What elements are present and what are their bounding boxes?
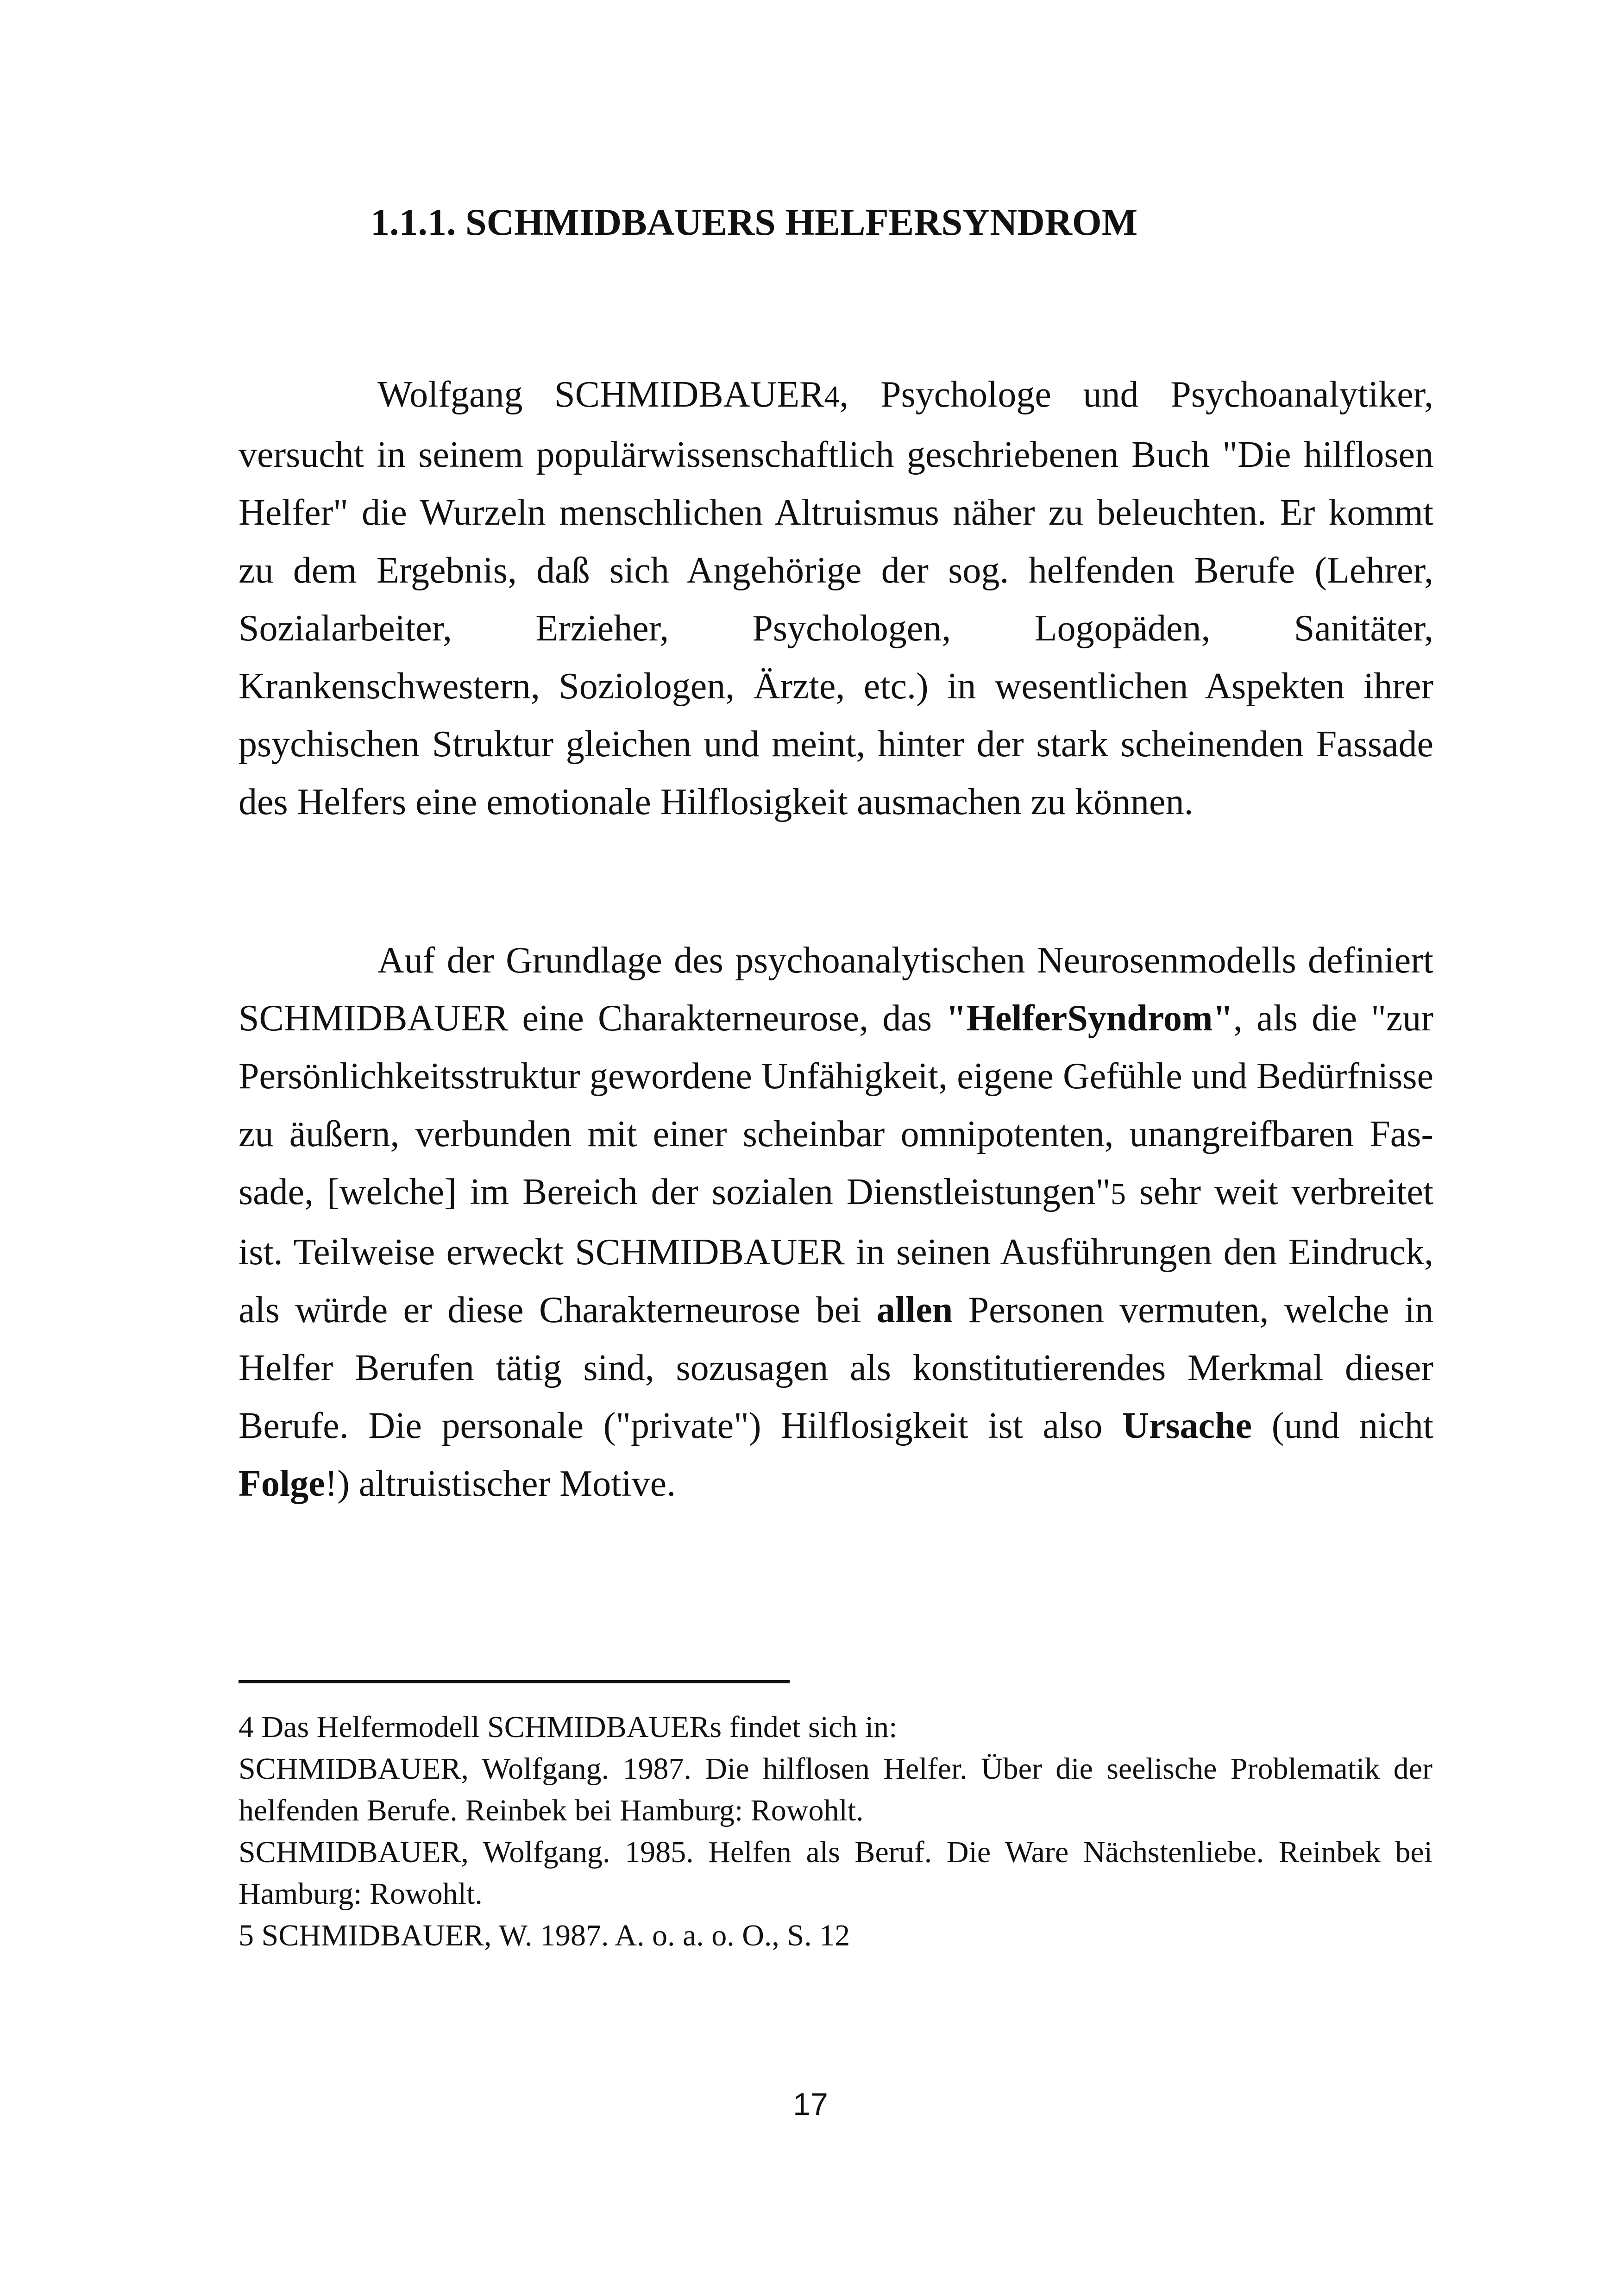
term-helfersyndrom: "HelferSyndrom" <box>946 998 1233 1039</box>
footnote-ref-4: 4 <box>824 380 840 414</box>
paragraph-2-part-3: sehr weit verbreitet ist. Teilweise erweckt SCHMIDBAUER in seinen Ausführungen den Eindruck, als würde er diese Charakterneurose bei <box>239 1172 1434 1330</box>
footnote-5: 5 SCHMIDBAUER, W. 1987. A. o. a. o. O., S. 12 <box>239 1919 850 1952</box>
footnote-4-reference-1: SCHMIDBAUER, Wolfgang. 1987. Die hilflosen Helfer. Über die seelische Problematik der helfenden Berufe. Reinbek bei Hamburg: Rowohlt. <box>239 1752 1433 1827</box>
page-number: 17 <box>793 2087 828 2122</box>
paragraph-1-text: , Psychologe und Psychoanalytiker, versucht in seinem populärwissenschaftlich geschriebenen Buch "Die hilflosen Helfer" die Wurzeln menschlichen Altruismus näher zu beleuchten. Er kommt zu dem Ergebnis, daß sich Angehörige der sog. helfenden Berufe (Lehrer, Sozialarbeiter, Erzieher, Psychologen, Logopäden, Sanitäter, Krankenschwestern, Soziologen, Ärzte, etc.) in wesentlichen Aspekten ihrer psychischen Struktur gleichen und meint, hinter der stark scheinenden Fassade des Helfers eine emotionale Hilflosigkeit ausmachen zu können. <box>239 374 1434 822</box>
emphasis-allen: allen <box>876 1290 953 1330</box>
paragraph-2-part-2: , als die "zur Persönlichkeitsstruktur gewordene Unfähigkeit, eigene Gefühle und Bedürfnisse zu äußern, verbunden mit einer scheinbar omnipotenten, unangreifbaren Fassade, [welche] im Bereich der sozialen Dienstleistungen" <box>239 998 1433 1212</box>
paragraph-2-part-6: !) altruistischer Motive. <box>325 1463 676 1504</box>
paragraph-1 <box>239 366 1433 831</box>
paragraph-2-part-4: Personen vermuten, welche in Helfer Berufen tätig sind, sozusagen als konstitutierendes Merkmal dieser Berufe. Die personale ("private") Hilflosigkeit ist also <box>239 1290 1433 1446</box>
paragraph-2-part-5: (und nicht <box>1252 1405 1433 1446</box>
footnote-4-reference-2: SCHMIDBAUER, Wolfgang. 1985. Helfen als Beruf. Die Ware Nächstenliebe. Reinbek bei Hamburg: Rowohlt. <box>239 1835 1433 1911</box>
paragraph-2 <box>239 932 1433 1513</box>
section-heading: 1.1.1. SCHMIDBAUERS HELFERSYNDROM <box>371 201 1138 243</box>
emphasis-folge: Folge <box>239 1463 325 1504</box>
footnote-4: 4 Das Helfermodell SCHMIDBAUERs findet sich in: <box>239 1710 898 1744</box>
footnote-divider <box>239 1680 790 1683</box>
footnotes <box>239 1706 1433 1957</box>
footnote-ref-5: 5 <box>1111 1178 1126 1211</box>
paragraph-2-part-1: Auf der Grundlage des psychoanalytischen Neurosenmodells definiert SCHMIDBAUER eine Charakterneurose, das <box>239 940 1433 1039</box>
emphasis-ursache: Ursache <box>1122 1405 1252 1446</box>
paragraph-1-author: Wolfgang SCHMIDBAUER <box>377 374 824 415</box>
